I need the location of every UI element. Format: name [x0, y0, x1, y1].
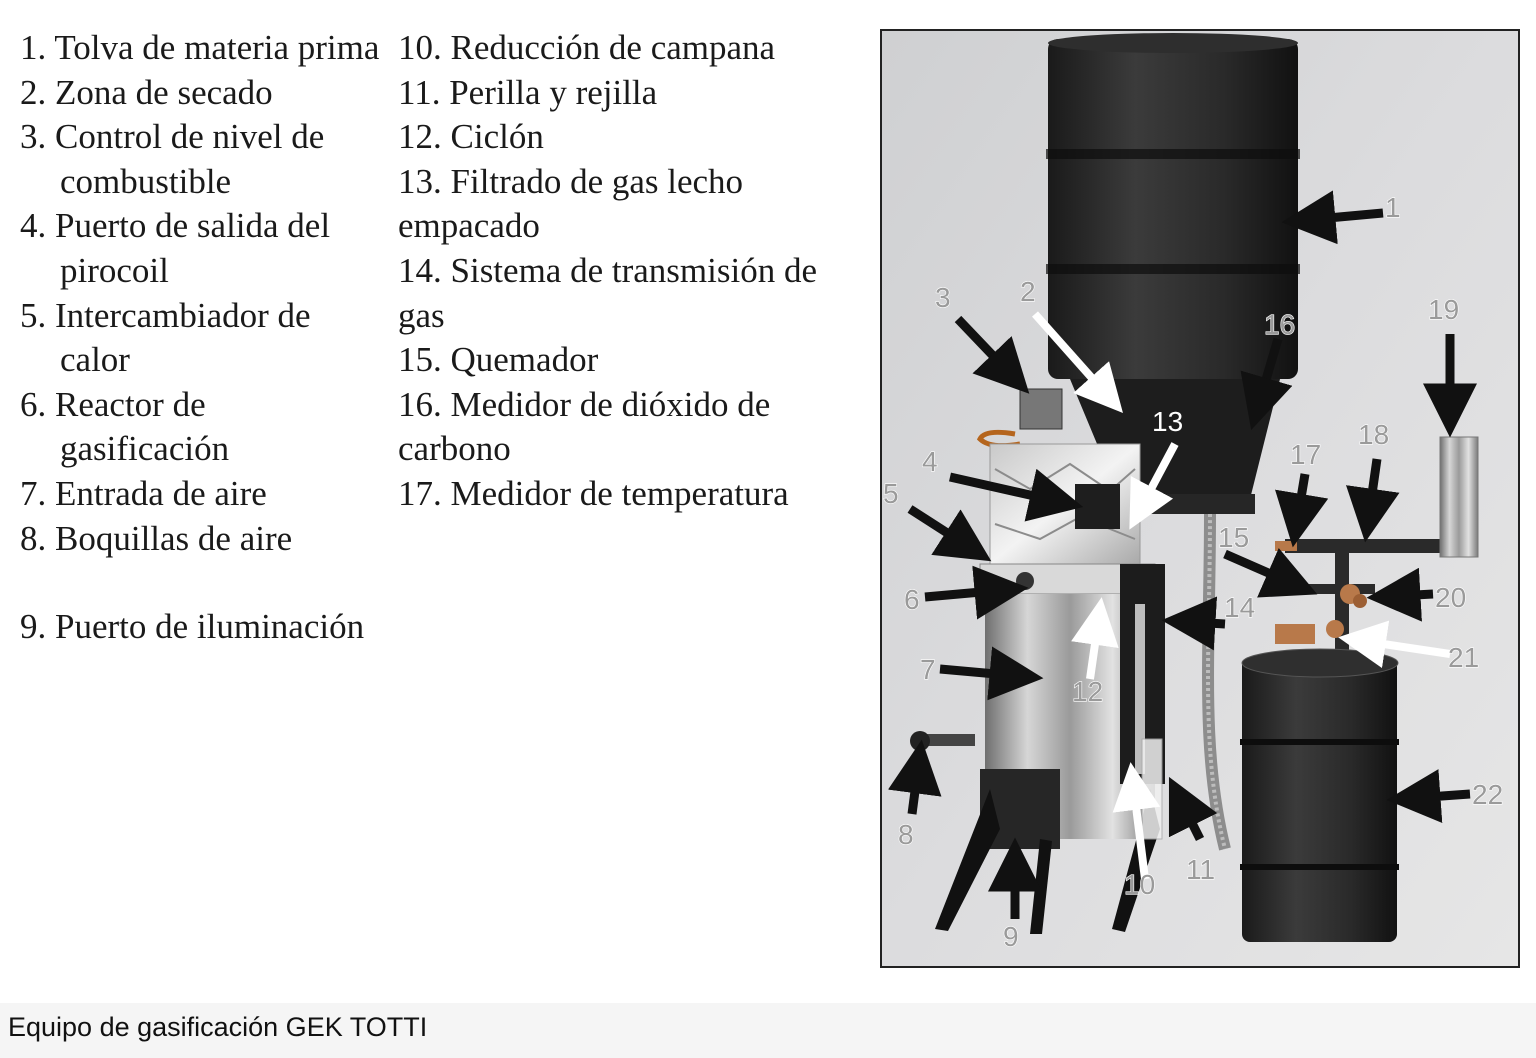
callout-label-3: 3: [935, 282, 951, 313]
legend-item-14: 14. Sistema de transmisión de gas: [398, 250, 817, 335]
callout-label-20: 20: [1435, 582, 1467, 613]
legend-item-17: 17. Medidor de temperatura: [398, 473, 789, 513]
legend-column-1: [20, 26, 380, 650]
callout-label-5: 5: [883, 478, 899, 509]
legend-item-6: 6. Reactor de gasificación: [20, 384, 230, 469]
gasifier-photo: [880, 29, 1520, 968]
legend-item-2: 2. Zona de secado: [20, 72, 273, 112]
callout-label-9: 9: [1003, 921, 1019, 952]
callout-label-22: 22: [1472, 779, 1504, 810]
callout-label-19: 19: [1428, 294, 1460, 325]
callout-label-8: 8: [898, 819, 914, 850]
legend-item-15: 15. Quemador: [398, 340, 599, 380]
legend-item-4: 4. Puerto de salida del pirocoil: [20, 206, 331, 290]
figure-caption: Equipo de gasificación GEK TOTTI: [8, 1012, 428, 1042]
legend-item-16: 16. Medidor de dióxido de carbono: [398, 384, 771, 469]
caption-bar: [0, 1003, 1536, 1058]
callout-label-10: 10: [1124, 869, 1156, 900]
callout-label-11: 11: [1186, 854, 1216, 885]
callout-label-15: 15: [1218, 522, 1250, 553]
pyrocoil-port: [1075, 484, 1120, 529]
gasifier-illustration: [880, 29, 1520, 968]
legend-item-12: 12. Ciclón: [398, 117, 544, 157]
callout-label-13: 13: [1152, 406, 1184, 437]
legend-item-1: 1. Tolva de materia prima: [20, 28, 380, 67]
legend-item-3: 3. Control de nivel de combustible: [20, 117, 325, 201]
legend-column-2: [398, 26, 858, 517]
callout-label-2: 2: [1020, 276, 1036, 307]
legend-item-13: 13. Filtrado de gas lecho empacado: [398, 161, 744, 246]
callout-label-17: 17: [1290, 439, 1322, 470]
callout-label-7: 7: [920, 654, 936, 685]
legend-item-7: 7. Entrada de aire: [20, 473, 267, 513]
level-control-box: [1020, 389, 1062, 429]
callout-label-21: 21: [1448, 642, 1480, 673]
callout-label-14: 14: [1224, 592, 1256, 623]
callout-label-1: 1: [1385, 192, 1401, 223]
callout-label-12: 12: [1072, 676, 1104, 707]
legend-item-10: 10. Reducción de campana: [398, 28, 776, 67]
callout-label-18: 18: [1358, 419, 1390, 450]
legend-item-8: 8. Boquillas de aire: [20, 518, 293, 558]
callout-label-6: 6: [904, 584, 920, 615]
callout-label-16: 16: [1264, 309, 1296, 340]
lower-drum: [1240, 649, 1399, 942]
legend-item-5: 5. Intercambiador de calor: [20, 295, 311, 380]
legend-item-11: 11. Perilla y rejilla: [398, 72, 658, 112]
callout-label-4: 4: [922, 446, 938, 477]
legend-item-9: 9. Puerto de iluminación: [20, 607, 365, 647]
